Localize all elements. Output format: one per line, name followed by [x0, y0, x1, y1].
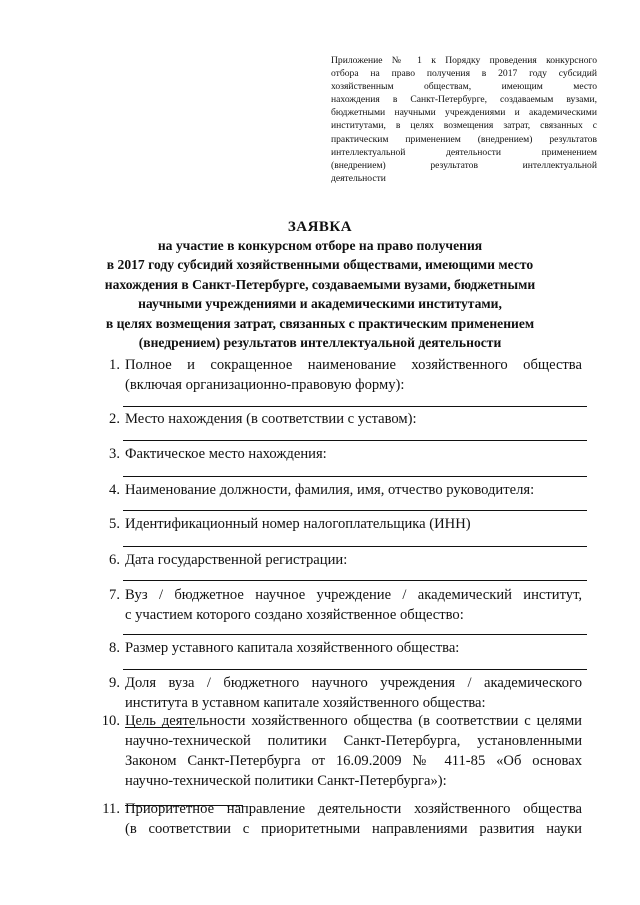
item-text: (включая организационно-правовую форму): — [125, 377, 405, 393]
answer-line-4[interactable] — [123, 510, 587, 511]
item-text: института в уставном капитале хозяйственного общества: — [125, 695, 486, 711]
item-number: 4. — [109, 482, 120, 498]
appendix-line: деятельности — [331, 172, 386, 184]
appendix-note — [331, 54, 597, 185]
item-number: 8. — [109, 640, 120, 656]
item-text: Фактическое место нахождения: — [125, 446, 327, 462]
appendix-line: (внедрением) результатов интеллектуальной — [331, 159, 597, 171]
answer-line-6[interactable] — [123, 580, 587, 581]
item-text: научно-технической политики Санкт-Петербурга»): — [125, 773, 447, 789]
document-title: ЗАЯВКА — [287, 219, 353, 235]
item-text: Идентификационный номер налогоплательщика (ИНН) — [125, 516, 471, 532]
subtitle-line: научными учреждениями и академическими институтами, — [138, 296, 502, 312]
subtitle-line: в целях возмещения затрат, связанных с практическим применением — [105, 315, 535, 331]
appendix-line: практическим применением (внедрением) результатов — [331, 133, 597, 145]
subtitle-line: на участие в конкурсном отборе на право получения — [157, 238, 483, 253]
appendix-line: институтами, в целях возмещения затрат, связанных с — [331, 120, 597, 132]
appendix-line: хозяйственным обществам, имеющим место — [331, 81, 597, 93]
subtitle-line: нахождения в Санкт-Петербурге, создаваемыми вузами, бюджетными — [104, 276, 536, 292]
item-number: 1. — [109, 357, 120, 373]
answer-line-8[interactable] — [123, 669, 587, 670]
item-text: с участием которого создано хозяйственное общество: — [125, 607, 464, 623]
item-number: 7. — [109, 587, 120, 603]
appendix-line: интеллектуальной деятельности применением — [331, 146, 597, 158]
item-text: Цель деятельности хозяйственного общества (в соответствии с целями — [125, 713, 582, 729]
application-header — [60, 218, 580, 352]
appendix-line: бюджетными научными учреждениями и академическими — [331, 107, 597, 119]
item-number: 10. — [101, 713, 120, 729]
appendix-line: нахождения в Санкт-Петербурге, создаваемым вузами, — [331, 94, 597, 106]
answer-line-1[interactable] — [123, 406, 587, 407]
item-number: 5. — [109, 516, 120, 532]
item-text: Доля вуза / бюджетного научного учреждения / академического — [125, 675, 582, 691]
item-text: Законом Санкт-Петербурга от 16.09.2009 № 411-85 «Об основах — [125, 753, 582, 769]
item-text: Полное и сокращенное наименование хозяйственного общества — [125, 357, 582, 373]
answer-line-5[interactable] — [123, 546, 587, 547]
item-number: 2. — [109, 411, 120, 427]
item-text: Место нахождения (в соответствии с уставом): — [125, 411, 417, 427]
subtitle-line: (внедрением) результатов интеллектуальной деятельности — [138, 335, 502, 351]
item-text: Приоритетное направление деятельности хозяйственного общества — [125, 801, 582, 817]
answer-line-3[interactable] — [123, 476, 587, 477]
item-text: Наименование должности, фамилия, имя, отчество руководителя: — [125, 482, 535, 498]
item-text: Вуз / бюджетное научное учреждение / академический институт, — [125, 587, 582, 603]
item-number: 3. — [109, 446, 120, 462]
appendix-line: Приложение № 1 к Порядку проведения конкурсного — [331, 55, 597, 66]
answer-line-7[interactable] — [123, 634, 587, 635]
item-number: 11. — [102, 801, 120, 817]
appendix-line: отбора на право получения в 2017 году субсидий — [331, 68, 597, 80]
item-number: 6. — [109, 552, 120, 568]
subtitle-line: в 2017 году субсидий хозяйственными обществами, имеющими место — [106, 257, 534, 273]
item-number: 9. — [109, 675, 120, 691]
item-text: (в соответствии с приоритетными направлениями развития науки — [125, 821, 582, 837]
item-text: Размер уставного капитала хозяйственного общества: — [125, 640, 460, 656]
answer-line-2[interactable] — [123, 440, 587, 441]
item-text: научно-технической политики Санкт-Петербурга, установленными — [125, 733, 582, 749]
item-text: Дата государственной регистрации: — [125, 552, 348, 568]
